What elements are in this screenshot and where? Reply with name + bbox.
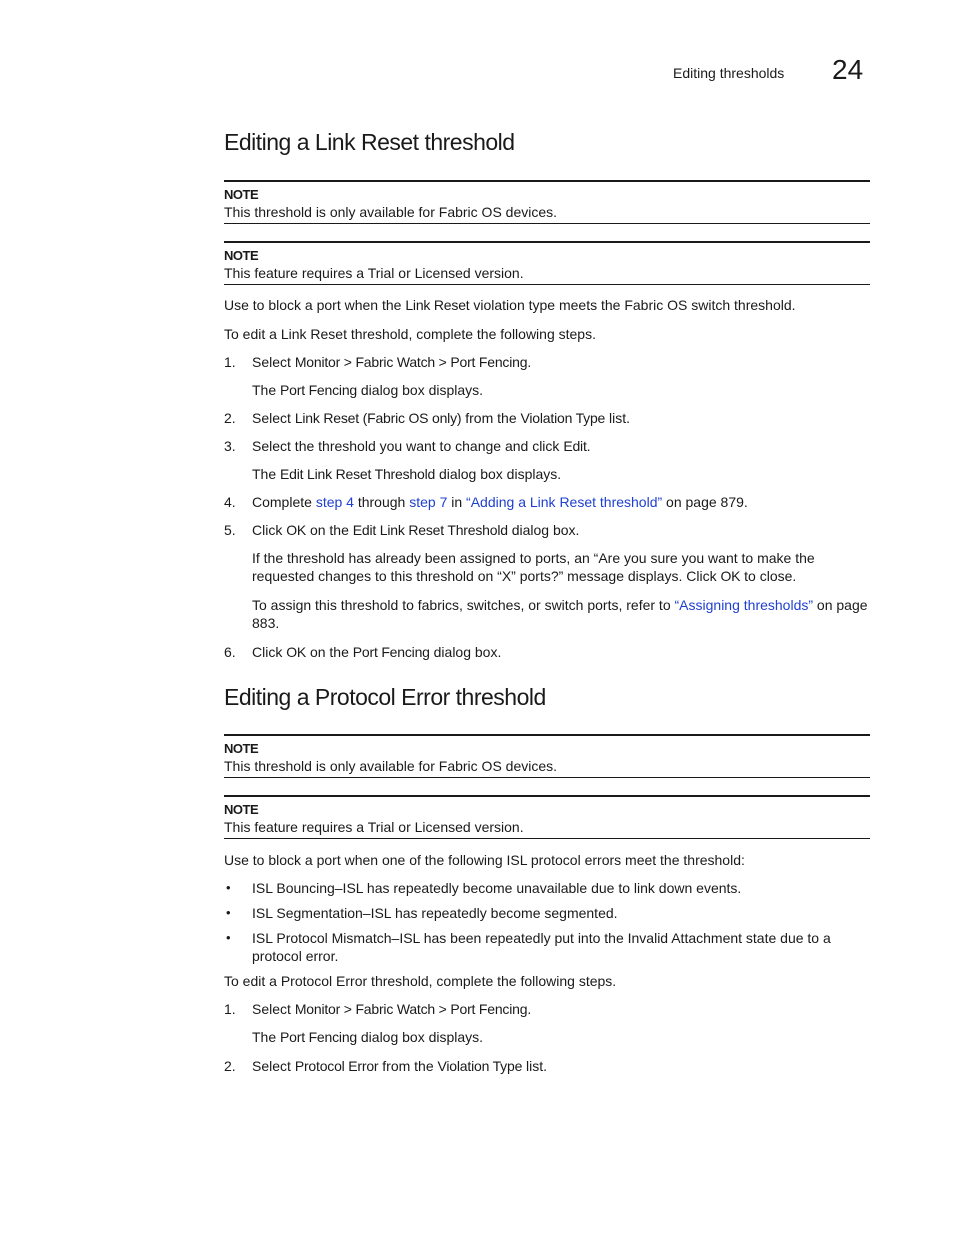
step-number: 2. [224, 1058, 236, 1074]
ui-term: Edit Link Reset Threshold [352, 522, 508, 538]
intro-paragraph: Use to block a port when one of the following ISL protocol errors meet the threshold: [224, 852, 745, 868]
step-5: Click OK on the Edit Link Reset Threshold dialog box. [252, 522, 580, 538]
ui-term: Edit [563, 438, 587, 454]
step-4: Complete step 4 through step 7 in “Adding a Link Reset threshold” on page 879. [252, 494, 748, 510]
intro-paragraph: Use to block a port when the Link Reset violation type meets the Fabric OS switch threshold. [224, 297, 796, 313]
step-number: 6. [224, 644, 236, 660]
list-item: ISL Protocol Mismatch–ISL has been repeatedly put into the Invalid Attachment state due to a protocol error. [252, 930, 831, 964]
ui-term: Port Fencing [352, 644, 430, 660]
ui-term: Protocol Error [294, 1058, 379, 1074]
ui-term: OK [286, 522, 307, 538]
note-box [224, 734, 870, 778]
steps-intro: To edit a Link Reset threshold, complete the following steps. [224, 326, 596, 342]
step-5-note: If the threshold has already been assigned to ports, an “Are you sure you want to make the requested changes to this threshold on “X” ports?” message displays. Click OK to close. [252, 550, 815, 584]
chapter-number: 24 [832, 54, 864, 85]
note-box [224, 241, 870, 285]
section-title-protocol-error: Editing a Protocol Error threshold [224, 684, 546, 710]
link-step-7[interactable]: step 7 [409, 494, 448, 510]
note-text: This feature requires a Trial or Licensed version. [224, 819, 524, 835]
ui-term: Link Reset [405, 297, 470, 313]
bullet-dot: • [226, 880, 231, 895]
note-label: NOTE [224, 741, 259, 756]
step-1-result: The Port Fencing dialog box displays. [252, 382, 484, 398]
list-item: ISL Bouncing–ISL has repeatedly become unavailable due to link down events. [252, 880, 742, 896]
note-text: This feature requires a Trial or Licensed version. [224, 265, 524, 281]
ui-term: OK [286, 644, 307, 660]
ui-term: OK [720, 568, 741, 584]
note-text: This threshold is only available for Fabric OS devices. [224, 204, 558, 220]
step-2: Select Protocol Error from the Violation Type list. [252, 1058, 548, 1074]
step-number: 1. [224, 354, 236, 370]
step-3: Select the threshold you want to change and click Edit. [252, 438, 591, 454]
ui-term: Port Fencing [280, 1029, 357, 1045]
step-6: Click OK on the Port Fencing dialog box. [252, 644, 502, 660]
section-title-link-reset: Editing a Link Reset threshold [224, 129, 515, 155]
note-label: NOTE [224, 802, 259, 817]
step-3-result: The Edit Link Reset Threshold dialog box displays. [252, 466, 562, 482]
link-step-4[interactable]: step 4 [315, 494, 354, 510]
note-label: NOTE [224, 248, 259, 263]
note-label: NOTE [224, 187, 259, 202]
list-item: ISL Segmentation–ISL has repeatedly become segmented. [252, 905, 618, 921]
step-number: 2. [224, 410, 236, 426]
step-number: 5. [224, 522, 236, 538]
ui-term: Port Fencing [280, 382, 357, 398]
menu-path: Monitor > Fabric Watch > Port Fencing [294, 1001, 528, 1017]
note-box [224, 795, 870, 839]
bullet-dot: • [226, 905, 231, 920]
step-5-reference: To assign this threshold to fabrics, switches, or switch ports, refer to “Assigning thresholds” on page 883. [252, 597, 868, 631]
bullet-dot: • [226, 930, 231, 945]
note-text: This threshold is only available for Fabric OS devices. [224, 758, 558, 774]
ui-term: Violation Type [520, 410, 606, 426]
link-assigning-thresholds[interactable]: “Assigning thresholds” [674, 597, 814, 613]
step-1-result: The Port Fencing dialog box displays. [252, 1029, 484, 1045]
step-1: Select Monitor > Fabric Watch > Port Fencing. [252, 1001, 532, 1017]
note-box [224, 180, 870, 224]
ui-term: Violation Type [437, 1058, 523, 1074]
ui-term: Edit Link Reset Threshold [280, 466, 436, 482]
steps-intro: To edit a Protocol Error threshold, complete the following steps. [224, 973, 617, 989]
step-2: Select Link Reset (Fabric OS only) from the Violation Type list. [252, 410, 631, 426]
running-header-section: Editing thresholds [673, 65, 785, 81]
ui-term: Link Reset (Fabric OS only) [294, 410, 462, 426]
step-1: Select Monitor > Fabric Watch > Port Fencing. [252, 354, 532, 370]
link-adding-link-reset-threshold[interactable]: “Adding a Link Reset threshold” [466, 494, 663, 510]
step-number: 4. [224, 494, 236, 510]
menu-path: Monitor > Fabric Watch > Port Fencing [294, 354, 528, 370]
step-number: 1. [224, 1001, 236, 1017]
step-number: 3. [224, 438, 236, 454]
